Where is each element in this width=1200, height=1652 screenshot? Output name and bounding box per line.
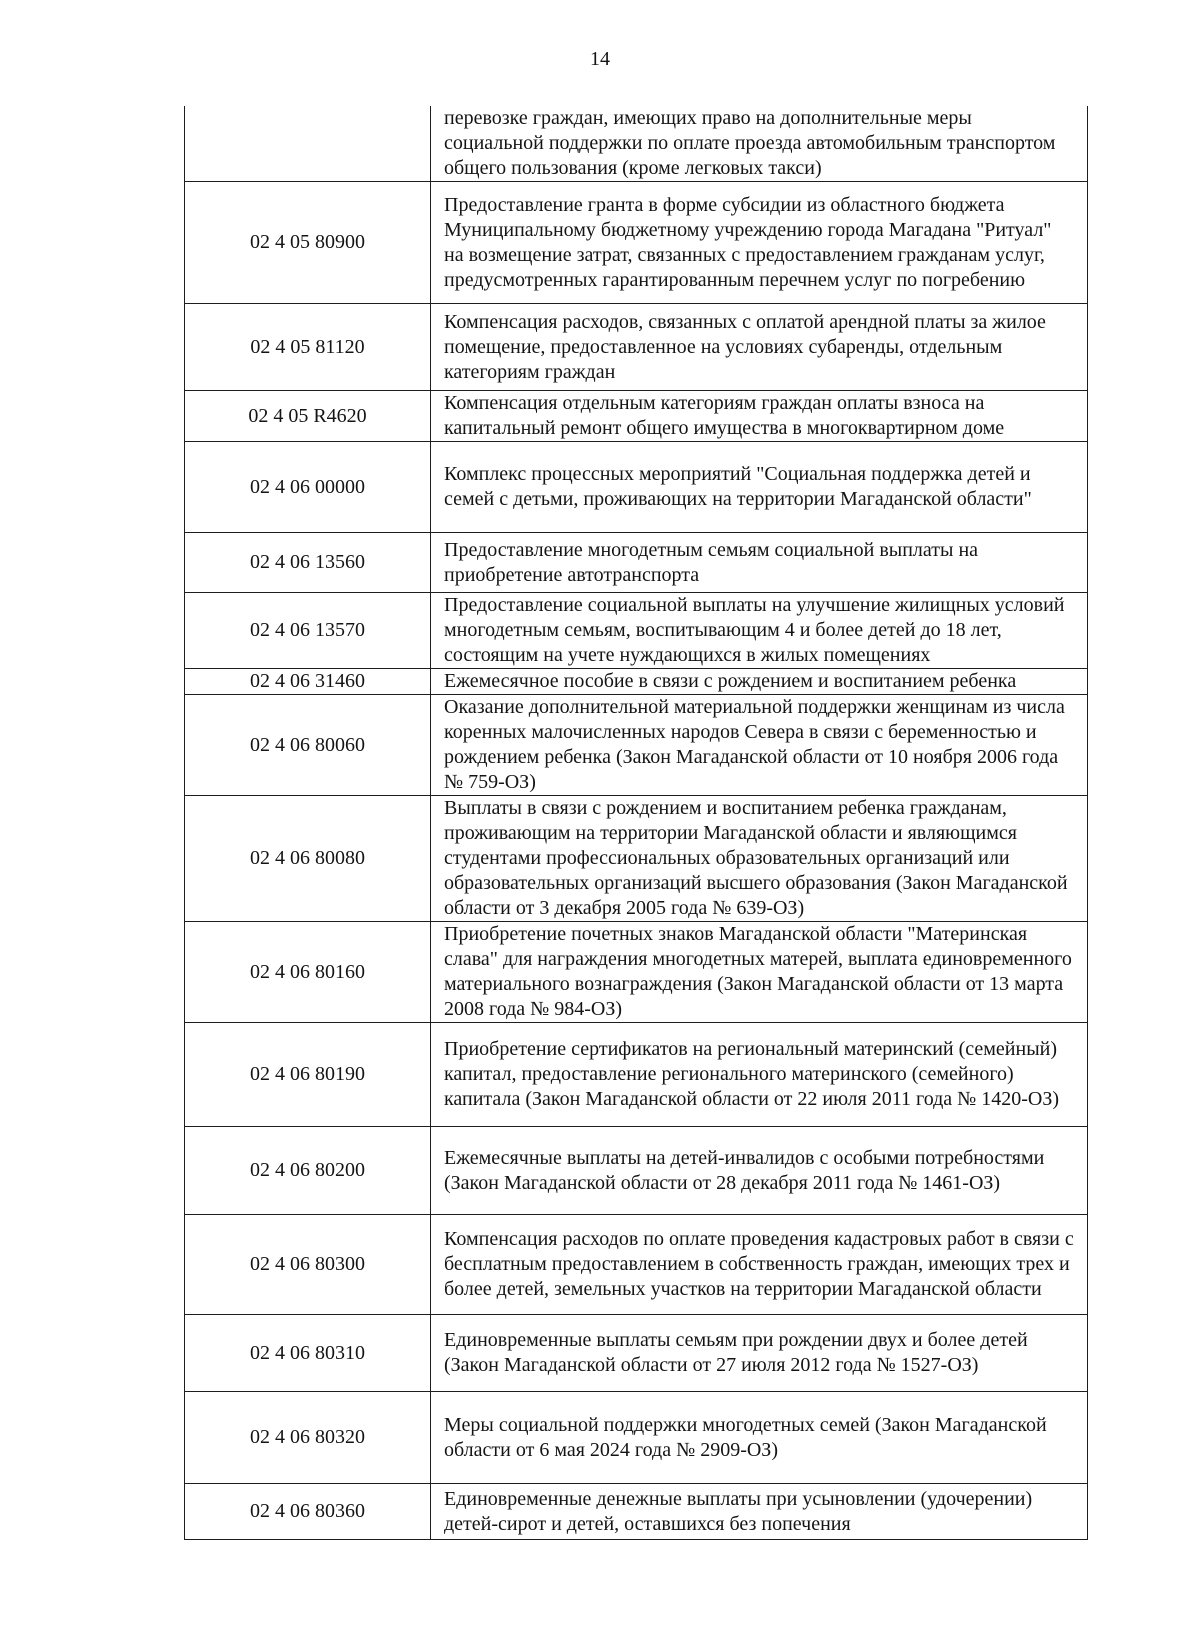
row-code: 02 4 06 80160 bbox=[185, 922, 431, 1023]
row-code: 02 4 06 80360 bbox=[185, 1484, 431, 1540]
page-number: 14 bbox=[590, 48, 610, 70]
row-description bbox=[431, 1127, 1088, 1215]
row-description bbox=[431, 922, 1088, 1023]
row-description-text: Выплаты в связи с рождением и воспитанием ребенка гражданам, проживающим на территории Магаданской области и являющимся студентами профессиональных образовательных организаций или образовательных организаций высшего образования (Закон Магаданской области от 3 декабря 2005 года № 639-ОЗ) bbox=[444, 797, 1068, 919]
row-code: 02 4 06 31460 bbox=[185, 669, 431, 695]
row-code: 02 4 06 80200 bbox=[185, 1127, 431, 1215]
row-description bbox=[431, 1215, 1088, 1315]
row-description bbox=[431, 1315, 1088, 1392]
row-description-text: Компенсация отдельным категориям граждан оплаты взноса на капитальный ремонт общего имущества в многоквартирном доме bbox=[444, 392, 1005, 439]
table-row bbox=[185, 796, 1088, 922]
row-code: 02 4 06 00000 bbox=[185, 442, 431, 533]
row-description bbox=[431, 1392, 1088, 1484]
row-code: 02 4 06 80320 bbox=[185, 1392, 431, 1484]
row-description bbox=[431, 533, 1088, 593]
row-code: 02 4 06 80300 bbox=[185, 1215, 431, 1315]
row-code: 02 4 06 80060 bbox=[185, 695, 431, 796]
table-row bbox=[185, 1127, 1088, 1215]
row-description-text: Компенсация расходов по оплате проведения кадастровых работ в связи с бесплатным предоставлением в собственность граждан, имеющих трех и более детей, земельных участков на территории Магаданской области bbox=[444, 1228, 1074, 1300]
row-code: 02 4 06 13560 bbox=[185, 533, 431, 593]
table-row bbox=[185, 533, 1088, 593]
table-row bbox=[185, 1484, 1088, 1540]
row-description bbox=[431, 1484, 1088, 1540]
row-description bbox=[431, 304, 1088, 391]
row-description-text: Предоставление гранта в форме субсидии из областного бюджета Муниципальному бюджетному учреждению города Магадана "Ритуал" на возмещение затрат, связанных с предоставлением гражданам услуг, предусмотренных гарантированным перечнем услуг по погребению bbox=[444, 193, 1052, 291]
row-description-text: Предоставление социальной выплаты на улучшение жилищных условий многодетным семьям, воспитывающим 4 и более детей до 18 лет, состоящим на учете нуждающихся в жилых помещениях bbox=[444, 594, 1065, 666]
table-row bbox=[185, 1215, 1088, 1315]
row-description bbox=[431, 106, 1088, 182]
table-row bbox=[185, 593, 1088, 669]
table-row bbox=[185, 391, 1088, 442]
row-code: 02 4 05 81120 bbox=[185, 304, 431, 391]
row-description bbox=[431, 695, 1088, 796]
row-description bbox=[431, 391, 1088, 442]
row-description-text: Приобретение почетных знаков Магаданской области "Материнская слава" для награждения многодетных матерей, выплата единовременного материального вознаграждения (Закон Магаданской области от 13 марта 2008 года № 984-ОЗ) bbox=[444, 923, 1072, 1020]
row-description bbox=[431, 182, 1088, 304]
row-description-text: Приобретение сертификатов на региональный материнский (семейный) капитал, предоставление регионального материнского (семейного) капитала (Закон Магаданской области от 22 июля 2011 года № 1420-ОЗ) bbox=[444, 1038, 1060, 1110]
row-description bbox=[431, 669, 1088, 695]
row-code: 02 4 06 13570 bbox=[185, 593, 431, 669]
table-row bbox=[185, 304, 1088, 391]
table-row bbox=[185, 922, 1088, 1023]
row-description-text: перевозке граждан, имеющих право на дополнительные меры социальной поддержки по оплате проезда автомобильным транспортом общего пользования (кроме легковых такси) bbox=[444, 107, 1056, 179]
row-code: 02 4 06 80310 bbox=[185, 1315, 431, 1392]
row-description-text: Ежемесячные выплаты на детей-инвалидов с особыми потребностями (Закон Магаданской области от 28 декабря 2011 года № 1461-ОЗ) bbox=[444, 1146, 1045, 1194]
row-description-text: Ежемесячное пособие в связи с рождением и воспитанием ребенка bbox=[444, 670, 1017, 692]
row-description-text: Меры социальной поддержки многодетных семей (Закон Магаданской области от 6 мая 2024 года № 2909-ОЗ) bbox=[444, 1413, 1047, 1461]
table-row bbox=[185, 695, 1088, 796]
row-code: 02 4 06 80080 bbox=[185, 796, 431, 922]
table-row bbox=[185, 442, 1088, 533]
row-description bbox=[431, 796, 1088, 922]
table-row bbox=[185, 669, 1088, 695]
row-description-text: Оказание дополнительной материальной поддержки женщинам из числа коренных малочисленных народов Севера в связи с беременностью и рождением ребенка (Закон Магаданской области от 10 ноября 2006 года № 759-ОЗ) bbox=[444, 696, 1065, 793]
row-description bbox=[431, 593, 1088, 669]
row-code: 02 4 05 R4620 bbox=[185, 391, 431, 442]
table-row bbox=[185, 1023, 1088, 1127]
row-description bbox=[431, 1023, 1088, 1127]
budget-classification-table bbox=[184, 106, 1088, 1540]
row-description-text: Предоставление многодетным семьям социальной выплаты на приобретение автотранспорта bbox=[444, 538, 979, 586]
row-code: 02 4 06 80190 bbox=[185, 1023, 431, 1127]
table-row bbox=[185, 1315, 1088, 1392]
table-row bbox=[185, 106, 1088, 182]
row-description-text: Единовременные выплаты семьям при рождении двух и более детей (Закон Магаданской области от 27 июля 2012 года № 1527-ОЗ) bbox=[444, 1329, 1028, 1376]
table-row bbox=[185, 1392, 1088, 1484]
row-description-text: Единовременные денежные выплаты при усыновлении (удочерении) детей-сирот и детей, оставшихся без попечения bbox=[444, 1487, 1033, 1535]
row-code: 02 4 05 80900 bbox=[185, 182, 431, 304]
row-description-text: Компенсация расходов, связанных с оплатой арендной платы за жилое помещение, предоставленное на условиях субаренды, отдельным категориям граждан bbox=[444, 310, 1046, 383]
row-description bbox=[431, 442, 1088, 533]
row-code bbox=[185, 106, 431, 182]
table-row bbox=[185, 182, 1088, 304]
row-description-text: Комплекс процессных мероприятий "Социальная поддержка детей и семей с детьми, проживающих на территории Магаданской области" bbox=[444, 463, 1032, 510]
